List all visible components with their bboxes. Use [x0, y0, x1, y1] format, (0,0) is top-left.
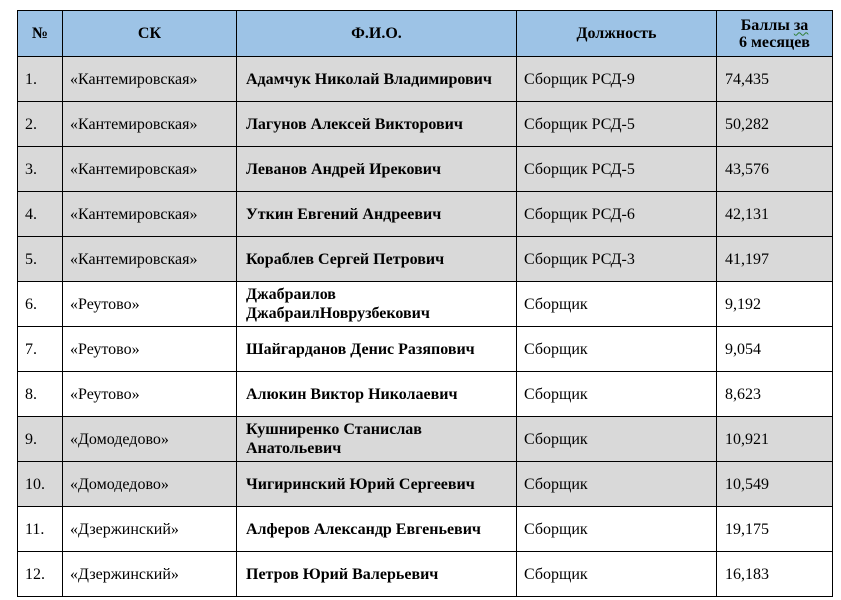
- cell-position: Сборщик: [517, 372, 717, 417]
- table-row: [18, 507, 833, 552]
- cell-score: 41,197: [717, 237, 833, 282]
- cell-score: 9,054: [717, 327, 833, 372]
- header-sk: СК: [63, 11, 237, 57]
- cell-num: 7.: [18, 327, 63, 372]
- cell-sk: «Кантемировская»: [63, 102, 237, 147]
- cell-fio: Кораблев Сергей Петрович: [237, 237, 517, 282]
- cell-score: 8,623: [717, 372, 833, 417]
- cell-sk: «Реутово»: [63, 282, 237, 327]
- ratings-table-container: [17, 10, 833, 597]
- cell-score: 10,921: [717, 417, 833, 462]
- cell-num: 12.: [18, 552, 63, 597]
- cell-score: 9,192: [717, 282, 833, 327]
- table-row: [18, 192, 833, 237]
- cell-fio: Кушниренко Станислав Анатольевич: [237, 417, 517, 462]
- table-row: [18, 57, 833, 102]
- cell-position: Сборщик: [517, 327, 717, 372]
- cell-score: 10,549: [717, 462, 833, 507]
- cell-score: 50,282: [717, 102, 833, 147]
- cell-fio: Уткин Евгений Андреевич: [237, 192, 517, 237]
- cell-sk: «Дзержинский»: [63, 552, 237, 597]
- header-position: Должность: [517, 11, 717, 57]
- header-score: [717, 11, 833, 57]
- cell-score: 19,175: [717, 507, 833, 552]
- cell-score: 43,576: [717, 147, 833, 192]
- cell-fio: Чигиринский Юрий Сергеевич: [237, 462, 517, 507]
- cell-num: 4.: [18, 192, 63, 237]
- cell-sk: «Реутово»: [63, 327, 237, 372]
- cell-sk: «Кантемировская»: [63, 237, 237, 282]
- cell-sk: «Домодедово»: [63, 417, 237, 462]
- cell-position: Сборщик: [517, 552, 717, 597]
- table-row: [18, 147, 833, 192]
- cell-sk: «Кантемировская»: [63, 57, 237, 102]
- cell-position: Сборщик РСД-5: [517, 147, 717, 192]
- cell-position: Сборщик РСД-6: [517, 192, 717, 237]
- cell-fio: Леванов Андрей Ирекович: [237, 147, 517, 192]
- cell-sk: «Домодедово»: [63, 462, 237, 507]
- table-row: [18, 237, 833, 282]
- table-body: [18, 57, 833, 597]
- cell-position: Сборщик: [517, 282, 717, 327]
- table-row: [18, 282, 833, 327]
- cell-num: 2.: [18, 102, 63, 147]
- table-header: [18, 11, 833, 57]
- cell-sk: «Кантемировская»: [63, 147, 237, 192]
- cell-fio: Лагунов Алексей Викторович: [237, 102, 517, 147]
- cell-fio: Шайгарданов Денис Разяпович: [237, 327, 517, 372]
- table-row: [18, 327, 833, 372]
- cell-score: 16,183: [717, 552, 833, 597]
- cell-num: 3.: [18, 147, 63, 192]
- cell-num: 8.: [18, 372, 63, 417]
- cell-fio: Петров Юрий Валерьевич: [237, 552, 517, 597]
- cell-sk: «Реутово»: [63, 372, 237, 417]
- cell-position: Сборщик РСД-9: [517, 57, 717, 102]
- cell-position: Сборщик: [517, 462, 717, 507]
- header-score-line1: Баллы за: [740, 16, 809, 34]
- cell-num: 9.: [18, 417, 63, 462]
- cell-sk: «Кантемировская»: [63, 192, 237, 237]
- cell-fio: Адамчук Николай Владимирович: [237, 57, 517, 102]
- cell-num: 6.: [18, 282, 63, 327]
- cell-position: Сборщик: [517, 507, 717, 552]
- cell-num: 5.: [18, 237, 63, 282]
- table-row: [18, 552, 833, 597]
- cell-position: Сборщик РСД-3: [517, 237, 717, 282]
- header-score-line2: 6 месяцев: [739, 33, 810, 51]
- cell-fio: Алюкин Виктор Николаевич: [237, 372, 517, 417]
- cell-score: 42,131: [717, 192, 833, 237]
- cell-sk: «Дзержинский»: [63, 507, 237, 552]
- cell-num: 11.: [18, 507, 63, 552]
- ratings-table: [17, 10, 833, 597]
- header-fio: Ф.И.О.: [237, 11, 517, 57]
- header-row: [18, 11, 833, 57]
- cell-fio: Алферов Александр Евгеньевич: [237, 507, 517, 552]
- cell-position: Сборщик РСД-5: [517, 102, 717, 147]
- table-row: [18, 417, 833, 462]
- header-num: №: [18, 11, 63, 57]
- cell-position: Сборщик: [517, 417, 717, 462]
- cell-num: 10.: [18, 462, 63, 507]
- cell-fio: Джабраилов ДжабраилНоврузбекович: [237, 282, 517, 327]
- table-row: [18, 462, 833, 507]
- cell-num: 1.: [18, 57, 63, 102]
- table-row: [18, 372, 833, 417]
- cell-score: 74,435: [717, 57, 833, 102]
- table-row: [18, 102, 833, 147]
